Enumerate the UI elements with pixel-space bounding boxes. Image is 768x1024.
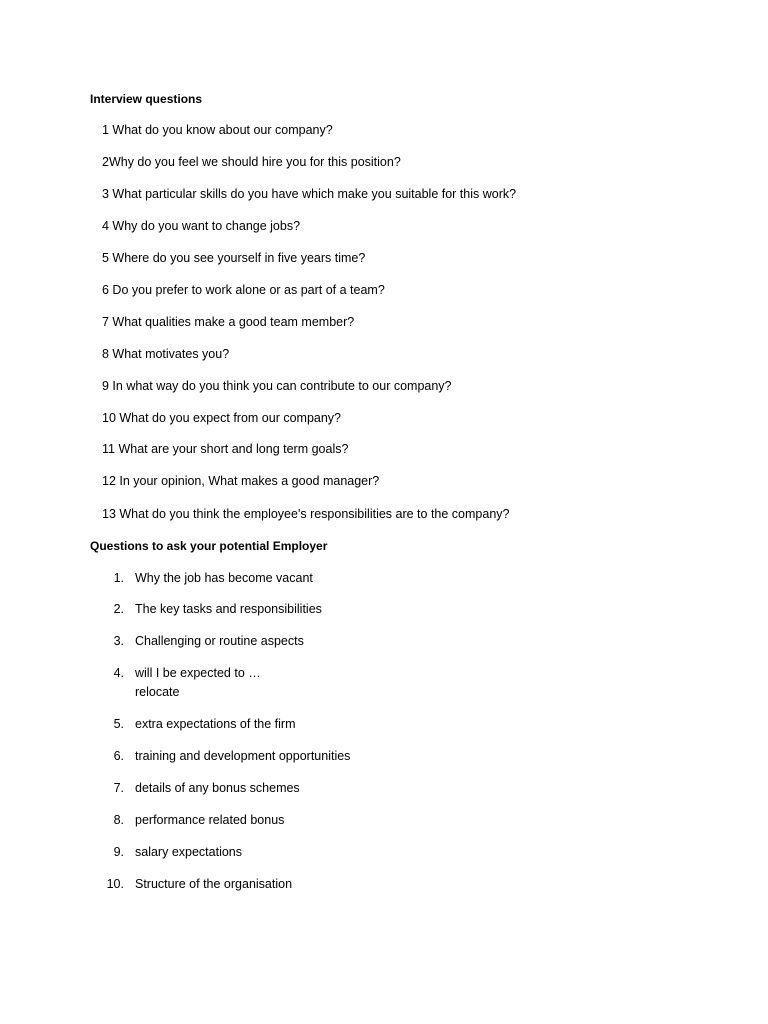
- list-item-text: salary expectations: [135, 845, 243, 859]
- list-item-text: details of any bonus schemes: [135, 781, 300, 795]
- interview-question-5: 5 Where do you see yourself in five years time?: [102, 251, 366, 265]
- list-item-text: training and development opportunities: [135, 749, 351, 763]
- list-item-number: 8.: [113, 813, 124, 827]
- interview-question-10: 10 What do you expect from our company?: [102, 411, 342, 425]
- interview-question-4: 4 Why do you want to change jobs?: [102, 219, 301, 233]
- interview-question-7: 7 What qualities make a good team member?: [102, 315, 355, 329]
- employer-questions-heading: Questions to ask your potential Employer: [90, 539, 328, 553]
- list-item-text: performance related bonus: [135, 813, 285, 827]
- list-item-number: 5.: [113, 717, 124, 731]
- list-item-number: 6.: [113, 749, 124, 763]
- list-item-number: 2.: [113, 602, 124, 616]
- interview-question-13: 13 What do you think the employee's responsibilities are to the company?: [102, 507, 510, 521]
- list-item-number: 10.: [106, 877, 124, 891]
- list-item-text: extra expectations of the firm: [135, 717, 296, 731]
- list-item-number: 3.: [113, 634, 124, 648]
- list-item-number: 1.: [113, 571, 124, 585]
- interview-question-1: 1 What do you know about our company?: [102, 123, 333, 137]
- list-item-number: 9.: [113, 845, 124, 859]
- list-item-number: 4.: [113, 666, 124, 680]
- list-item-text: will I be expected to …: [135, 666, 261, 680]
- list-item-text: The key tasks and responsibilities: [135, 602, 322, 616]
- list-item-text: Why the job has become vacant: [135, 571, 313, 585]
- list-item-continuation-text: relocate: [135, 685, 180, 699]
- interview-question-2: 2Why do you feel we should hire you for this position?: [102, 155, 401, 169]
- interview-question-9: 9 In what way do you think you can contribute to our company?: [102, 379, 452, 393]
- list-item-number: 7.: [113, 781, 124, 795]
- interview-question-8: 8 What motivates you?: [102, 347, 230, 361]
- interview-question-11: 11 What are your short and long term goals?: [102, 442, 349, 456]
- interview-questions-heading: Interview questions: [90, 92, 203, 106]
- interview-question-6: 6 Do you prefer to work alone or as part of a team?: [102, 283, 385, 297]
- interview-question-3: 3 What particular skills do you have which make you suitable for this work?: [102, 187, 517, 201]
- list-item-text: Challenging or routine aspects: [135, 634, 304, 648]
- interview-question-12: 12 In your opinion, What makes a good manager?: [102, 474, 380, 488]
- list-item-text: Structure of the organisation: [135, 877, 293, 891]
